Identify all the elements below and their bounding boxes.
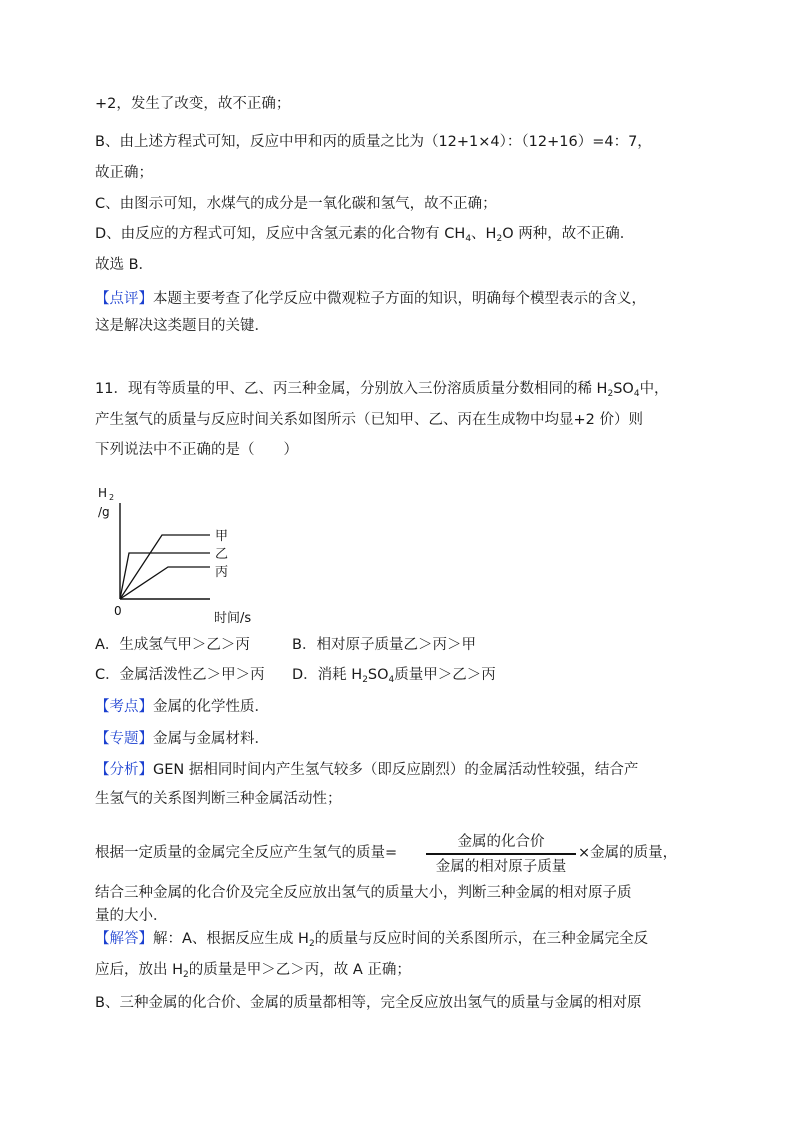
- subscript: 4: [388, 675, 395, 685]
- line-text: 、H: [471, 226, 497, 242]
- line-text: ×金属的质量，: [578, 845, 678, 861]
- fraction-denominator: 金属的相对原子质量: [435, 858, 567, 875]
- subscript: 2: [362, 675, 368, 685]
- series-line-bing: [120, 567, 210, 599]
- fenxi-line: [95, 760, 638, 780]
- fraction-bar: [426, 853, 576, 855]
- hydrogen-time-graph: [92, 483, 292, 628]
- line-text: 结合三种金属的化合价及完全反应放出氢气的质量大小，判断三种金属的相对原子质: [95, 885, 632, 901]
- line-text: 量的大小．: [95, 908, 168, 924]
- question-text: 中，: [639, 381, 669, 397]
- comment-tag: 【点评】: [95, 291, 153, 307]
- text-line: [95, 224, 634, 249]
- option-d: SO: [367, 667, 389, 683]
- question-line: [95, 410, 643, 430]
- line-text: D、由反应的方程式可知，反应中含氢元素的化合物有 CH: [95, 226, 466, 242]
- text-line: [95, 993, 641, 1013]
- line-text: 的质量是甲＞乙＞丙，故 A 正确；: [188, 962, 411, 978]
- line-text: +2，发生了改变，故不正确；: [95, 96, 291, 112]
- series-label-yi: 乙: [215, 547, 229, 562]
- text-line: [95, 960, 411, 985]
- question-line: [95, 379, 669, 404]
- line-text: 故选 B．: [95, 257, 154, 273]
- text-line: [95, 316, 269, 336]
- question-line: [95, 440, 298, 460]
- option-a: A．生成氢气甲＞乙＞丙: [95, 637, 250, 653]
- line-text: C、由图示可知，水煤气的成分是一氧化碳和氢气，故不正确；: [95, 196, 497, 212]
- text-line: [95, 194, 497, 214]
- series-line-yi: [120, 553, 210, 599]
- question-text: SO: [613, 381, 634, 397]
- subscript: 2: [496, 234, 503, 244]
- line-text: 的质量与反应时间的关系图所示，在三种金属完全反: [314, 931, 649, 947]
- line-text: 应后，放出 H: [95, 962, 184, 978]
- text-line: [95, 163, 153, 183]
- line-text: 根据一定质量的金属完全反应产生氢气的质量=: [95, 845, 398, 861]
- fenxi-tag: 【分析】: [95, 762, 153, 778]
- question-text: 11．现有等质量的甲、乙、丙三种金属，分别放入三份溶质质量分数相同的稀 H: [95, 381, 608, 397]
- line-text: 这是解决这类题目的关键．: [95, 318, 269, 334]
- kaodian-tag: 【考点】: [95, 699, 153, 715]
- line-text: B、三种金属的化合价、金属的质量都相等，完全反应放出氢气的质量与金属的相对原: [95, 995, 642, 1011]
- line-text: 本题主要考查了化学反应中微观粒子方面的知识，明确每个模型表示的含义，: [153, 291, 646, 307]
- option-row: [292, 635, 476, 655]
- option-row: [292, 665, 496, 690]
- option-row: [95, 665, 265, 685]
- subscript: 2: [607, 389, 614, 399]
- subscript: 2: [308, 939, 315, 949]
- kaodian-line: [95, 697, 269, 717]
- jieda-tag: 【解答】: [95, 931, 153, 947]
- line-text: 解：A、根据反应生成 H: [153, 931, 309, 947]
- fraction-numerator: 金属的化合价: [457, 834, 545, 850]
- zhuanti-line: [95, 729, 269, 749]
- question-text: 下列说法中不正确的是（ ）: [95, 442, 298, 458]
- comment-line: [95, 289, 646, 309]
- text-line: [95, 906, 168, 926]
- subscript: 4: [465, 234, 472, 244]
- formula-line: [95, 843, 397, 863]
- y-axis-unit: /g: [98, 505, 110, 519]
- series-label-jia: 甲: [215, 529, 229, 544]
- formula-fraction: [426, 832, 576, 877]
- y-axis-label-sub: 2: [109, 493, 115, 502]
- y-axis-label: H: [98, 486, 108, 500]
- line-text: 生氢气的关系图判断三种金属活动性；: [95, 791, 342, 807]
- option-b: B．相对原子质量乙＞丙＞甲: [292, 637, 476, 653]
- subscript: 4: [633, 389, 640, 399]
- line-text: 故正确；: [95, 165, 153, 181]
- origin-label: 0: [114, 604, 122, 618]
- option-row: [95, 635, 250, 655]
- line-text: 金属与金属材料．: [153, 731, 269, 747]
- option-c: C．金属活泼性乙＞甲＞丙: [95, 667, 265, 683]
- option-d: 质量甲＞乙＞丙: [394, 667, 496, 683]
- series-label-bing: 丙: [215, 565, 229, 580]
- text-line: [95, 94, 290, 114]
- subscript: 2: [183, 970, 189, 980]
- line-text: 金属的化学性质．: [153, 699, 269, 715]
- line-text: O 两种，故不正确．: [502, 226, 635, 242]
- text-line: [95, 789, 342, 809]
- text-line: [95, 255, 153, 275]
- x-axis-label: 时间/s: [214, 611, 252, 626]
- question-text: 产生氢气的质量与反应时间关系如图所示（已知甲、乙、丙在生成物中均显+2 价）则: [95, 412, 643, 428]
- jieda-line: [95, 929, 648, 954]
- option-d: D．消耗 H: [292, 667, 363, 683]
- text-line: [95, 132, 652, 152]
- line-text: GEN 据相同时间内产生氢气较多（即反应剧烈）的金属活动性较强，结合产: [153, 762, 639, 778]
- text-line: [95, 883, 632, 903]
- formula-line: [578, 843, 677, 863]
- line-text: B、由上述方程式可知，反应中甲和丙的质量之比为（12+1×4）：（12+16）=4：7，: [95, 134, 652, 150]
- zhuanti-tag: 【专题】: [95, 731, 153, 747]
